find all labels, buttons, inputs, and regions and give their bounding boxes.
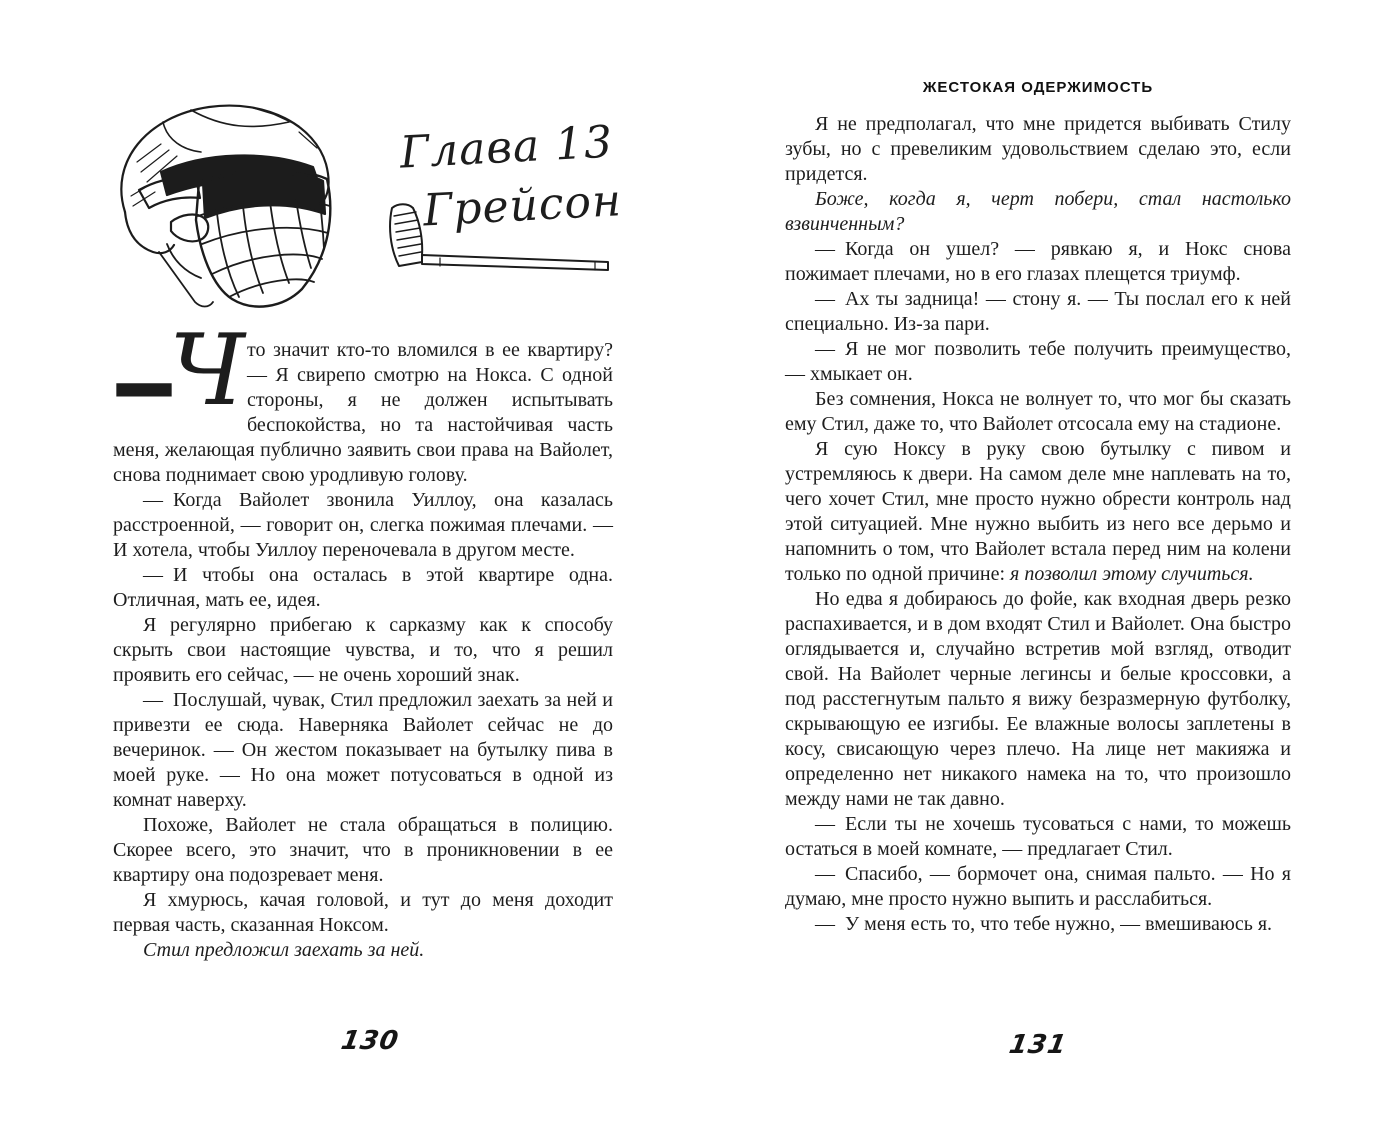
paragraph	[785, 912, 1291, 937]
text-run: Без сомнения, Нокса не волнует то, что мог бы сказать ему Стил, даже то, что Вайолет отсосала ему на стадионе.	[785, 388, 1291, 435]
right-page-text	[785, 112, 1291, 937]
text-run: Я сую Ноксу в руку свою бутылку с пивом и устремляюсь к двери. На самом деле мне наплевать на то, чего хочет Стил, мне просто нужно обрести контроль над этой ситуацией. Мне нужно выбить из него все дерьмо и напомнить о том, что Вайолет встала перед ним на колени только по одной причине:	[785, 438, 1291, 585]
paragraph	[113, 613, 613, 688]
paragraph	[785, 862, 1291, 912]
text-run: Я хмурюсь, качая головой, и тут до меня доходит первая часть, сказанная Ноксом.	[113, 889, 613, 936]
drop-cap-block	[113, 314, 247, 445]
paragraph	[113, 813, 613, 888]
text-run: — Если ты не хочешь тусоваться с нами, то можешь остаться в моей комнате, — предлагает Стил.	[785, 813, 1291, 860]
italic-text-run: Стил предложил заехать за ней.	[143, 939, 425, 961]
text-run: Но едва я добираюсь до фойе, как входная дверь резко распахивается, и в дом входят Стил и Вайолет. Она быстро оглядывается и, случайно встретив мой взгляд, отводит свой. На Вайолет черные легинсы и белые кроссовки, а под расстегнутым пальто я вижу безразмерную футболку, скрывающую ее изгибы. Ее влажные волосы заплетены в косу, свисающую через плечо. На лице нет макияжа и определенно нет никакого намека на то, что произошло между нами не так давно.	[785, 588, 1291, 810]
paragraph	[113, 888, 613, 938]
italic-text-run: Боже, когда я, черт побери, стал настолько взвинченным?	[785, 188, 1291, 235]
page-number-right: 131	[1006, 1030, 1070, 1060]
page-number-left: 130	[338, 1026, 402, 1056]
italic-text-run: я позволил этому случиться.	[1010, 563, 1254, 585]
text-run: — Я не мог позволить тебе получить преимущество, — хмыкает он.	[785, 338, 1291, 385]
paragraph	[113, 488, 613, 563]
paragraph	[785, 587, 1291, 812]
text-run: Я регулярно прибегаю к сарказму как к способу скрыть свои настоящие чувства, и то, что я решил проявить его сейчас, — не очень хороший знак.	[113, 614, 613, 686]
text-run: Я не предполагал, что мне придется выбивать Стилу зубы, но с превеликим удовольствием сделаю это, если придется.	[785, 113, 1291, 185]
paragraph	[785, 112, 1291, 187]
drop-cap-letter: Ч	[169, 314, 245, 428]
text-run: Похоже, Вайолет не стала обращаться в полицию. Скорее всего, это значит, что в проникновении в ее квартиру она подозревает меня.	[113, 814, 613, 886]
paragraph	[785, 337, 1291, 387]
paragraph	[785, 287, 1291, 337]
paragraph	[785, 187, 1291, 237]
text-run: — Спасибо, — бормочет она, снимая пальто. — Но я думаю, мне просто нужно выпить и расслабиться.	[785, 863, 1291, 910]
paragraph	[113, 688, 613, 813]
paragraph	[785, 812, 1291, 862]
text-run: — Когда Вайолет звонила Уиллоу, она казалась расстроенной, — говорит он, слегка пожимая плечами. — И хотела, чтобы Уиллоу переночевала в другом месте.	[113, 489, 613, 561]
opening-paragraph	[113, 314, 613, 488]
hockey-helmet-icon	[103, 92, 347, 320]
chapter-pov-name: Грейсон	[421, 175, 624, 237]
paragraph	[113, 563, 613, 613]
text-run: то значит кто-то вломился в ее квартиру? — Я свирепо смотрю на Нокса. С одной стороны, я не должен испытывать беспокойства, но та настойчивая часть меня, желающая публично заявить свои права на Вайолет, снова поднимает свою уродливую голову.	[113, 339, 613, 486]
text-run: — Когда он ушел? — рявкаю я, и Нокс снова пожимает плечами, но в его глазах плещется триумф.	[785, 238, 1291, 285]
text-run: — Ах ты задница! — стону я. — Ты послал его к ней специально. Из-за пари.	[785, 288, 1291, 335]
left-page-text	[113, 314, 613, 963]
hockey-stick-icon	[380, 200, 614, 284]
chapter-number: Глава 13	[398, 116, 615, 179]
paragraph	[785, 237, 1291, 287]
paragraph	[785, 387, 1291, 437]
paragraph	[785, 437, 1291, 587]
dialogue-dash: —	[113, 320, 173, 445]
text-run: — И чтобы она осталась в этой квартире одна. Отличная, мать ее, идея.	[113, 564, 613, 611]
text-run: — У меня есть то, что тебе нужно, — вмешиваюсь я.	[815, 913, 1273, 935]
text-run: — Послушай, чувак, Стил предложил заехать за ней и привезти ее сюда. Наверняка Вайолет сейчас не до вечеринок. — Он жестом показывает на бутылку пива в моей руке. — Но она может потусоваться в одной из комнат наверху.	[113, 689, 613, 811]
paragraph	[113, 938, 613, 963]
running-header: ЖЕСТОКАЯ ОДЕРЖИМОСТЬ	[922, 79, 1154, 96]
